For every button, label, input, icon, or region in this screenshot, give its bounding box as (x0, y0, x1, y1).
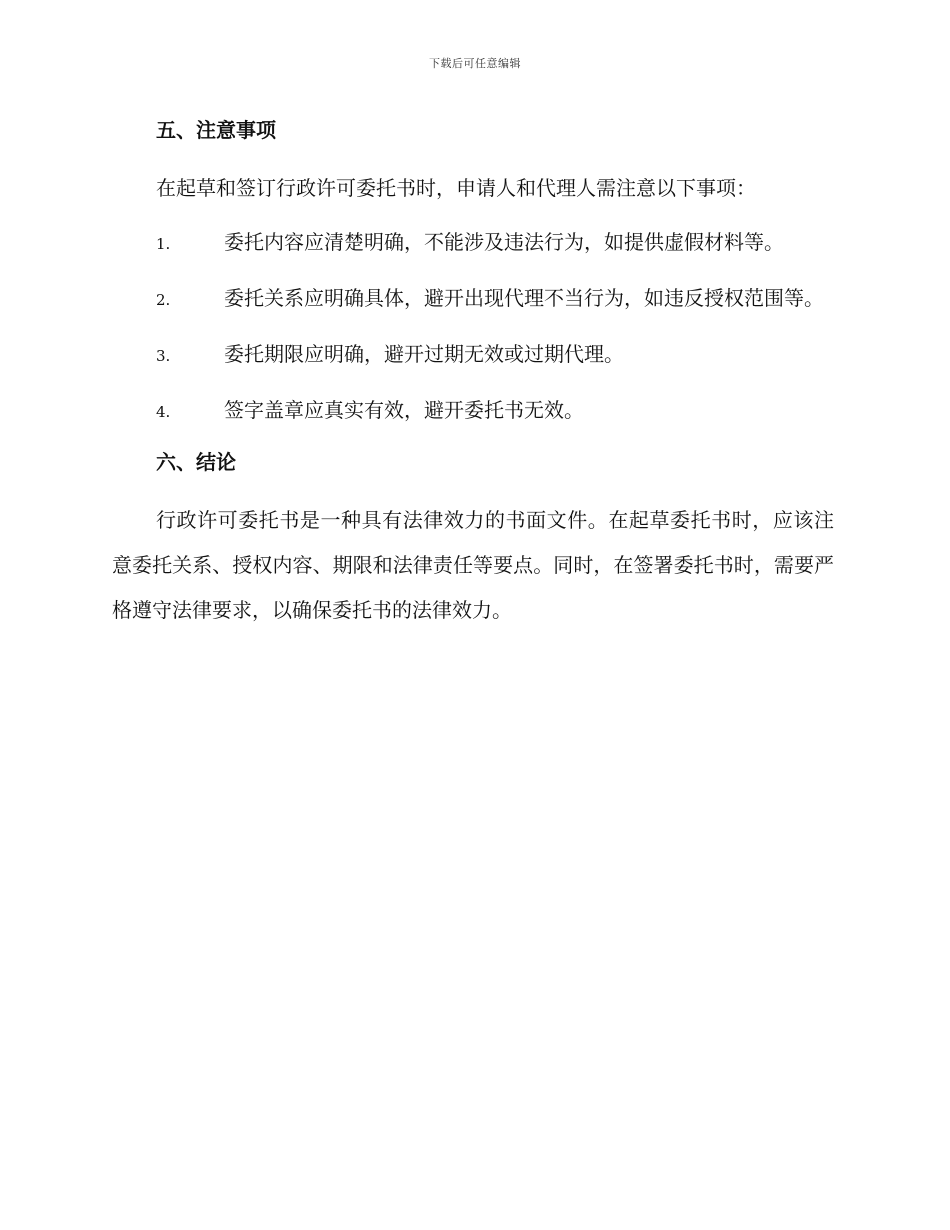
document-body (112, 112, 834, 642)
section-heading-conclusion: 六、结论 (156, 450, 236, 474)
list-item (112, 220, 834, 267)
list-item (112, 388, 834, 435)
notes-intro: 在起草和签订行政许可委托书时，申请人和代理人需注意以下事项： (156, 176, 756, 200)
list-item-number: 1. (156, 235, 171, 253)
section-heading-notes: 五、注意事项 (156, 118, 276, 142)
list-item-text: 委托期限应明确，避开过期无效或过期代理。 (224, 342, 624, 366)
list-item-text: 签字盖章应真实有效，避开委托书无效。 (224, 398, 584, 422)
list-item-number: 3. (156, 347, 171, 365)
list-item-number: 4. (156, 403, 171, 421)
list-item-text: 委托关系应明确具体，避开出现代理不当行为，如违反授权范围等。 (224, 286, 824, 310)
conclusion-paragraph: 行政许可委托书是一种具有法律效力的书面文件。在起草委托书时，应该注意委托关系、授权内容、期限和法律责任等要点。同时，在签署委托书时，需要严格遵守法律要求，以确保委托书的法律效力。 (112, 508, 834, 622)
list-item-number: 2. (156, 291, 171, 309)
list-item-text: 委托内容应清楚明确，不能涉及违法行为，如提供虚假材料等。 (224, 230, 784, 254)
page-header: 下载后可任意编辑 (429, 57, 521, 70)
list-item (112, 276, 834, 323)
list-item (112, 332, 834, 379)
